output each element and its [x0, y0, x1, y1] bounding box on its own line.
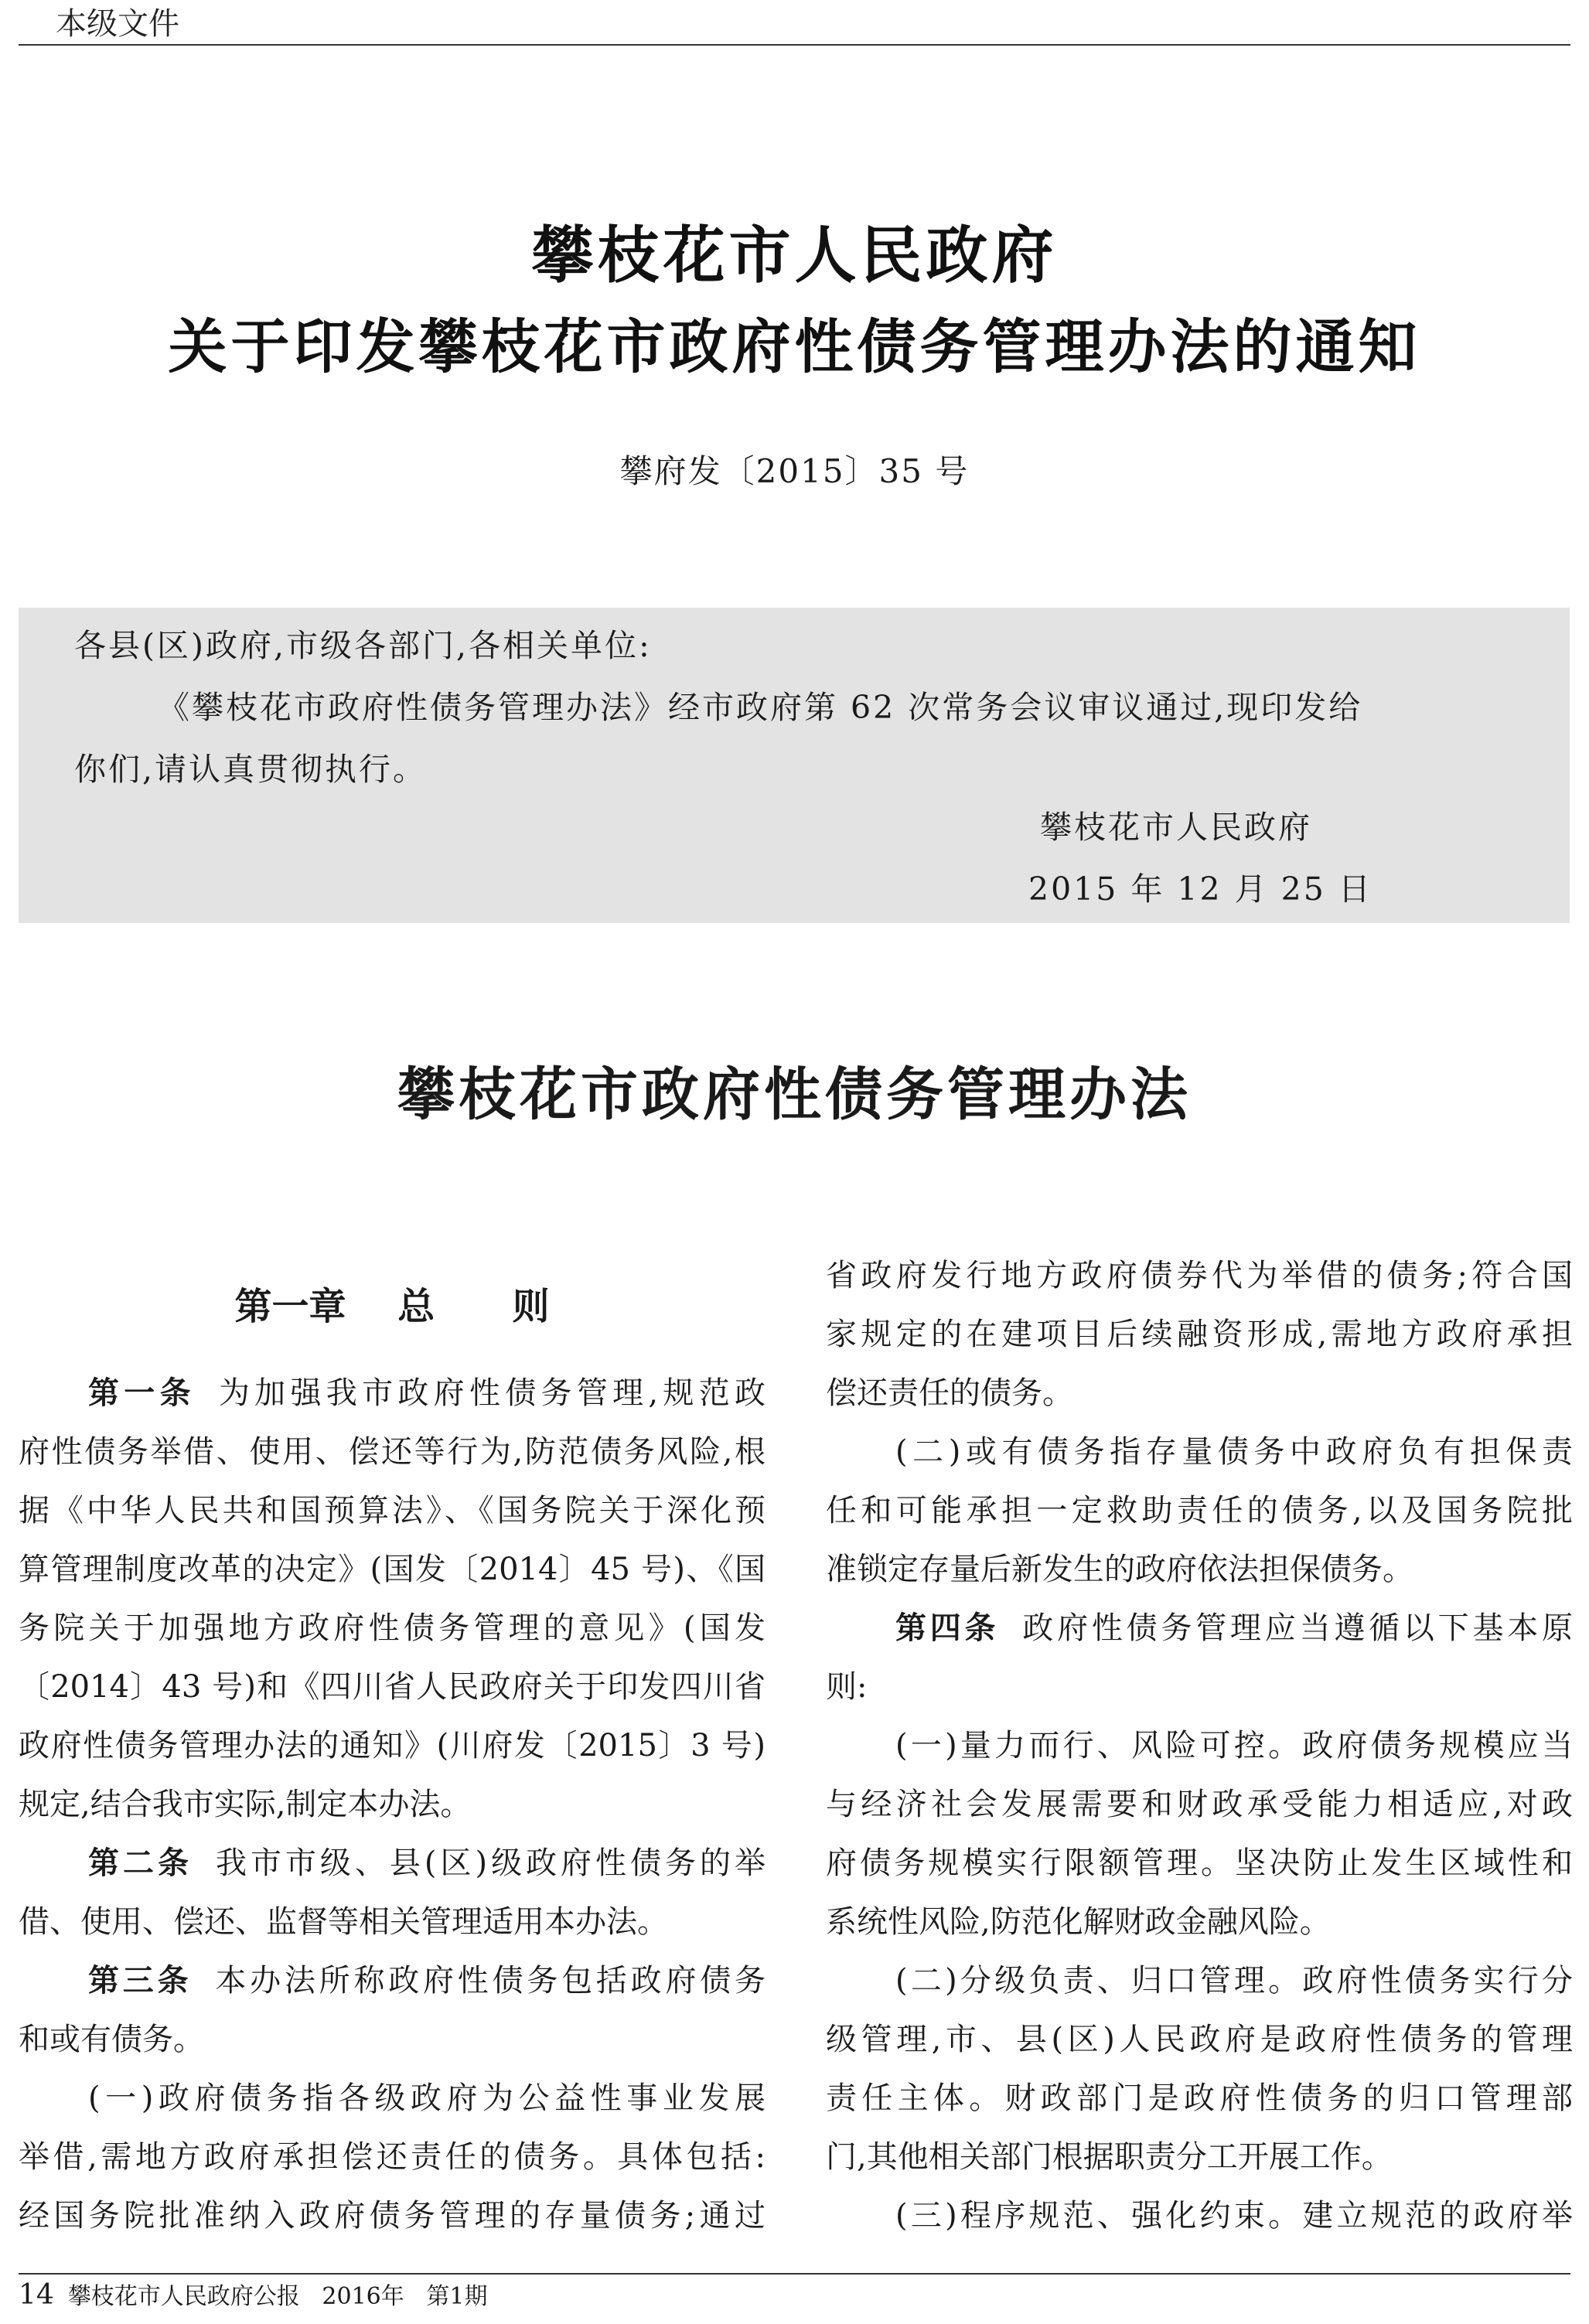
article-label: 第一条	[88, 1375, 196, 1411]
text-line: 则:	[826, 1669, 868, 1705]
text-line: (一)量力而行、风险可控。政府债务规模应当	[895, 1728, 1573, 1763]
text-line: 〔2014〕43 号)和《四川省人民政府关于印发四川省	[19, 1669, 766, 1705]
text-line: 规定,结合我市实际,制定本办法。	[19, 1787, 472, 1822]
notice-date: 2015 年 12 月 25 日	[1028, 871, 1372, 908]
article-label: 第三条	[88, 1963, 193, 1999]
document-number: 攀府发〔2015〕35 号	[619, 452, 970, 490]
section-label: 本级文件	[56, 6, 179, 42]
text-line: 责任主体。财政部门是政府性债务的归口管理部	[826, 2080, 1573, 2116]
text-line: 偿还责任的债务。	[826, 1375, 1073, 1411]
text-line: 政府性债务管理办法的通知》(川府发〔2015〕3 号)	[19, 1728, 766, 1763]
text-line: 务院关于加强地方政府性债务管理的意见》(国发	[19, 1610, 766, 1646]
page-number: 14	[19, 2279, 54, 2311]
text-line: 准锁定存量后新发生的政府依法担保债务。	[826, 1552, 1413, 1587]
text-line: 与经济社会发展需要和财政承受能力相适应,对政	[826, 1787, 1573, 1822]
text-line: 和或有债务。	[19, 2022, 204, 2057]
text-line: 级管理,市、县(区)人民政府是政府性债务的管理	[826, 2022, 1573, 2057]
text-line: 经国务院批准纳入政府债务管理的存量债务;通过	[19, 2198, 766, 2234]
notice-addressee: 各县(区)政府,市级各部门,各相关单位:	[74, 627, 652, 664]
text-line: 府债务规模实行限额管理。坚决防止发生区域性和	[826, 1845, 1573, 1881]
text-line: 第三条 本办法所称政府性债务包括政府债务	[88, 1963, 766, 1999]
issue-number: 第1期	[426, 2283, 488, 2310]
header-rule	[19, 44, 1570, 46]
text-line: 任和可能承担一定救助责任的债务,以及国务院批	[826, 1493, 1573, 1528]
article-label: 第二条	[88, 1845, 193, 1881]
text-line: 第二条 我市市级、县(区)级政府性债务的举	[88, 1845, 766, 1881]
text-line: 府性债务举借、使用、偿还等行为,防范债务风险,根	[19, 1434, 766, 1470]
text-line: (一)政府债务指各级政府为公益性事业发展	[88, 2080, 766, 2116]
text-line: 第四条 政府性债务管理应当遵循以下基本原	[895, 1610, 1574, 1646]
notice-title-line2: 关于印发攀枝花市政府性债务管理办法的通知	[168, 312, 1421, 381]
notice-body-line1: 《攀枝花市政府性债务管理办法》经市政府第 62 次常务会议审议通过,现印发给	[158, 689, 1363, 726]
publication-year: 2016年	[322, 2283, 404, 2310]
notice-body-line2: 你们,请认真贯彻执行。	[74, 751, 428, 788]
text-line: 门,其他相关部门根据职责分工开展工作。	[826, 2139, 1393, 2175]
text-line: 据《中华人民共和国预算法》、《国务院关于深化预	[19, 1493, 766, 1528]
text-line: (二)或有债务指存量债务中政府负有担保责	[895, 1434, 1573, 1470]
text-line: (二)分级负责、归口管理。政府性债务实行分	[895, 1963, 1573, 1999]
text-line: 举借,需地方政府承担偿还责任的债务。具体包括:	[19, 2139, 766, 2175]
text-line: 系统性风险,防范化解财政金融风险。	[826, 1904, 1331, 1940]
text-line: (三)程序规范、强化约束。建立规范的政府举	[895, 2198, 1573, 2234]
publication-name: 攀枝花市人民政府公报	[67, 2283, 300, 2310]
footer-rule	[19, 2273, 1570, 2275]
article-label: 第四条	[895, 1610, 1000, 1646]
measures-title: 攀枝花市政府性债务管理办法	[397, 1061, 1192, 1128]
notice-signature: 攀枝花市人民政府	[1040, 809, 1312, 846]
page-footer	[19, 2276, 487, 2316]
text-line: 家规定的在建项目后续融资形成,需地方政府承担	[826, 1317, 1573, 1352]
text-line: 第一条 为加强我市政府性债务管理,规范政	[88, 1375, 766, 1411]
text-line: 省政府发行地方政府债券代为举借的债务;符合国	[826, 1258, 1573, 1293]
text-line: 算管理制度改革的决定》(国发〔2014〕45 号)、《国	[19, 1552, 766, 1587]
chapter-heading: 第一章 总 则	[234, 1285, 550, 1328]
text-line: 借、使用、偿还、监督等相关管理适用本办法。	[19, 1904, 668, 1940]
notice-title-line1: 攀枝花市人民政府	[531, 220, 1058, 291]
